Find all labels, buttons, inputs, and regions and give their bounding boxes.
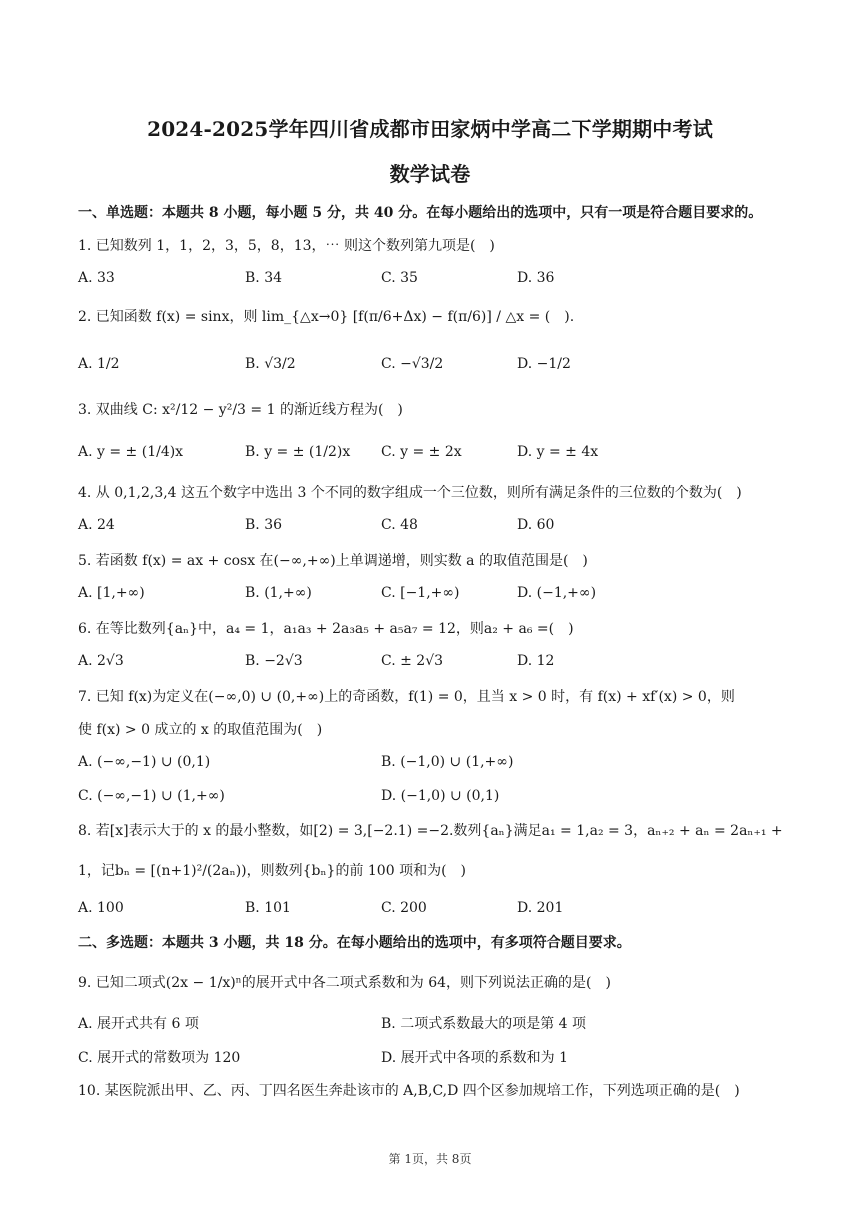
question-1-option-a: A. 33 [78, 270, 115, 286]
question-1-option-c: C. 35 [381, 270, 418, 286]
question-2-option-c: C. −√3/2 [381, 356, 444, 372]
question-7-option-d: D. (−1,0) ∪ (0,1) [381, 788, 500, 804]
question-8-stem-line2: 1，记bₙ = [(n+1)²/(2aₙ))，则数列{bₙ}的前 100 项和为( ) [78, 863, 467, 879]
question-4-option-b: B. 36 [245, 517, 283, 533]
question-9-option-c: C. 展开式的常数项为 120 [78, 1050, 241, 1066]
page-footer: 第 1页，共 8页 [388, 1152, 472, 1166]
question-4-option-d: D. 60 [517, 517, 555, 533]
question-7-option-a: A. (−∞,−1) ∪ (0,1) [78, 754, 211, 770]
question-5-option-d: D. (−1,+∞) [517, 585, 597, 601]
question-9-option-a: A. 展开式共有 6 项 [78, 1016, 199, 1032]
question-3-option-c: C. y = ± 2x [381, 444, 462, 460]
question-8-option-b: B. 101 [245, 900, 291, 916]
question-8-option-d: D. 201 [517, 900, 564, 916]
question-3-stem: 3. 双曲线 C: x²/12 − y²/3 = 1 的渐近线方程为( ) [78, 402, 403, 418]
question-5-option-a: A. [1,+∞) [78, 585, 145, 601]
question-3-option-b: B. y = ± (1/2)x [245, 444, 351, 460]
question-10-stem: 10. 某医院派出甲、乙、丙、丁四名医生奔赴该市的 A,B,C,D 四个区参加规培工作，下列选项正确的是( ) [78, 1083, 740, 1099]
question-4-option-c: C. 48 [381, 517, 418, 533]
question-1-option-d: D. 36 [517, 270, 555, 286]
question-4-option-a: A. 24 [78, 517, 115, 533]
question-9-option-b: B. 二项式系数最大的项是第 4 项 [381, 1016, 586, 1032]
question-5-option-b: B. (1,+∞) [245, 585, 312, 601]
question-9-stem: 9. 已知二项式(2x − 1/x)ⁿ的展开式中各二项式系数和为 64，则下列说法正确的是( ) [78, 975, 611, 991]
question-6-option-c: C. ± 2√3 [381, 653, 444, 669]
question-7-stem-line1: 7. 已知 f(x)为定义在(−∞,0) ∪ (0,+∞)上的奇函数，f(1) = 0，且当 x > 0 时，有 f(x) + xf′(x) > 0，则 [78, 689, 735, 705]
question-2-stem: 2. 已知函数 f(x) = sinx，则 lim_{△x→0} [f(π/6+Δx) − f(π/6)] / △x = ( ). [78, 309, 575, 325]
question-7-stem-line2: 使 f(x) > 0 成立的 x 的取值范围为( ) [78, 722, 323, 738]
exam-subtitle: 数学试卷 [389, 162, 471, 186]
question-2-option-d: D. −1/2 [517, 356, 571, 372]
question-8-stem-line1: 8. 若[x]表示大于的 x 的最小整数，如[2) = 3,[−2.1) =−2.数列{aₙ}满足a₁ = 1,a₂ = 3，aₙ₊₂ + aₙ = 2aₙ₊₁ + [78, 823, 783, 839]
question-4-stem: 4. 从 0,1,2,3,4 这五个数字中选出 3 个不同的数字组成一个三位数，则所有满足条件的三位数的个数为( ) [78, 485, 742, 501]
question-2-option-a: A. 1/2 [78, 356, 120, 372]
question-3-option-d: D. y = ± 4x [517, 444, 599, 460]
question-8-option-c: C. 200 [381, 900, 427, 916]
question-1-stem: 1. 已知数列 1，1，2，3，5，8，13，⋯ 则这个数列第九项是( ) [78, 238, 495, 254]
question-5-option-c: C. [−1,+∞) [381, 585, 460, 601]
question-6-option-d: D. 12 [517, 653, 555, 669]
question-6-option-b: B. −2√3 [245, 653, 303, 669]
question-1-option-b: B. 34 [245, 270, 283, 286]
question-5-stem: 5. 若函数 f(x) = ax + cosx 在(−∞,+∞)上单调递增，则实数 a 的取值范围是( ) [78, 553, 588, 569]
question-3-option-a: A. y = ± (1/4)x [78, 444, 184, 460]
question-2-option-b: B. √3/2 [245, 356, 296, 372]
section-multi-choice: 二、多选题：本题共 3 小题，共 18 分。在每小题给出的选项中，有多项符合题目要求。 [78, 935, 631, 951]
question-6-stem: 6. 在等比数列{aₙ}中，a₄ = 1，a₁a₃ + 2a₃a₅ + a₅a₇ = 12，则a₂ + a₆ =( ) [78, 621, 574, 637]
question-7-option-b: B. (−1,0) ∪ (1,+∞) [381, 754, 514, 770]
question-8-option-a: A. 100 [78, 900, 124, 916]
question-9-option-d: D. 展开式中各项的系数和为 1 [381, 1050, 568, 1066]
section-single-choice: 一、单选题：本题共 8 小题，每小题 5 分，共 40 分。在每小题给出的选项中，只有一项是符合题目要求的。 [78, 205, 763, 221]
exam-title: 2024-2025学年四川省成都市田家炳中学高二下学期期中考试 [147, 117, 713, 141]
question-7-option-c: C. (−∞,−1) ∪ (1,+∞) [78, 788, 225, 804]
question-6-option-a: A. 2√3 [78, 653, 124, 669]
